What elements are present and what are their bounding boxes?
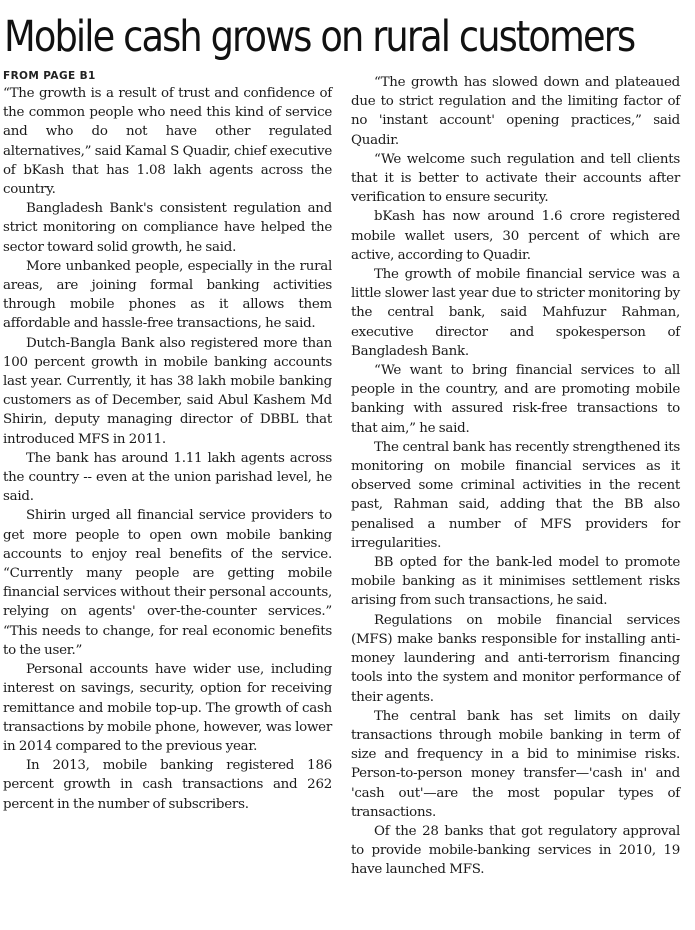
body-paragraph: “The growth is a result of trust and confidence of the common people who need this kind of service and who do not have other regulated alternatives,” said Kamal S Quadir, chief executive of bKash that has 1.08 lakh agents across the country. xyxy=(3,86,332,198)
continuation-kicker: FROM PAGE B1 xyxy=(3,70,96,82)
body-paragraph: BB opted for the bank-led model to promote mobile banking as it minimises settlement risks arising from such transactions, he said. xyxy=(351,555,680,609)
left-column xyxy=(3,69,332,814)
body-paragraph: The bank has around 1.11 lakh agents across the country -- even at the union parishad level, he said. xyxy=(3,450,332,505)
body-paragraph: bKash has now around 1.6 crore registered mobile wallet users, 30 percent of which are active, according to Quadir. xyxy=(351,209,680,263)
body-paragraph: Bangladesh Bank's consistent regulation and strict monitoring on compliance have helped the sector toward solid growth, he said. xyxy=(3,201,332,255)
body-paragraph: Personal accounts have wider use, including interest on savings, security, option for receiving remittance and mobile top-up. The growth of cash transactions by mobile phone, however, was lower in 2014 compared to the previous year. xyxy=(3,662,332,754)
article-headline: Mobile cash grows on rural customers xyxy=(4,12,635,62)
body-paragraph: In 2013, mobile banking registered 186 percent growth in cash transactions and 262 percent in the number of subscribers. xyxy=(3,758,332,812)
body-paragraph: The central bank has set limits on daily transactions through mobile banking in term of size and frequency in a bid to minimise risks. Person-to-person money transfer—'cash in' and 'cash out'—are the most popular types of transactions. xyxy=(351,708,680,820)
body-paragraph: “The growth has slowed down and plateaued due to strict regulation and the limiting factor of no 'instant account' opening practices,” said Quadir. xyxy=(351,75,680,148)
right-column xyxy=(351,73,680,880)
body-paragraph: Regulations on mobile financial services (MFS) make banks responsible for installing anti-money laundering and anti-terrorism financing tools into the system and monitor performance of their agents. xyxy=(351,612,680,705)
body-paragraph: Of the 28 banks that got regulatory approval to provide mobile-banking services in 2010, 19 have launched MFS. xyxy=(351,823,680,878)
body-paragraph: Shirin urged all financial service providers to get more people to open own mobile banking accounts to enjoy real benefits of the service. “Currently many people are getting mobile financial services without their personal accounts, relying on agents' over-the-counter services.” “This needs to change, for real economic benefits to the user.” xyxy=(3,508,332,658)
body-paragraph: “We want to bring financial services to all people in the country, and are promoting mobile banking with assured risk-free transactions to that aim,” he said. xyxy=(351,363,680,436)
body-paragraph: More unbanked people, especially in the rural areas, are joining formal banking activities through mobile phones as it allows them affordable and hassle-free transactions, he said. xyxy=(3,258,332,332)
body-paragraph: Dutch-Bangla Bank also registered more than 100 percent growth in mobile banking accounts last year. Currently, it has 38 lakh mobile banking customers as of December, said Abul Kashem Md Shirin, deputy managing director of DBBL that introduced MFS in 2011. xyxy=(3,335,332,447)
body-paragraph: The central bank has recently strengthened its monitoring on mobile financial services as it observed some criminal activities in the recent past, Rahman said, adding that the BB also penalised a number of MFS providers for irregularities. xyxy=(351,439,680,551)
body-paragraph: The growth of mobile financial service was a little slower last year due to stricter monitoring by the central bank, said Mahfuzur Rahman, executive director and spokesperson of Bangladesh Bank. xyxy=(351,267,680,359)
body-paragraph: “We welcome such regulation and tell clients that it is better to activate their accounts after verification to ensure security. xyxy=(351,151,680,206)
